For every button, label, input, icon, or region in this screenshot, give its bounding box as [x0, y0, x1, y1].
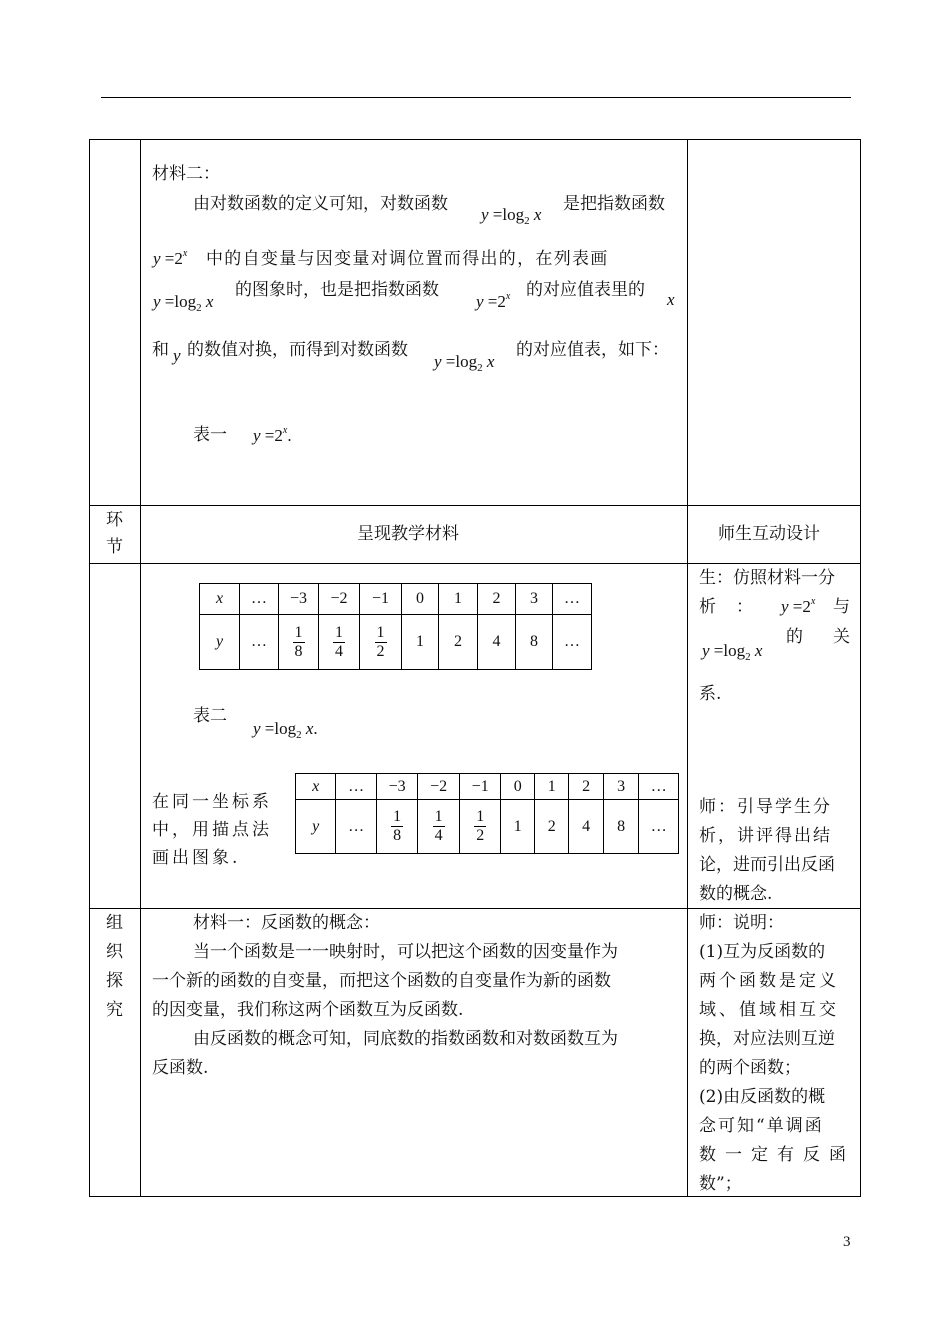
text-line: 和 — [152, 340, 169, 360]
grid-line — [89, 139, 90, 1197]
table-cell-frac — [376, 800, 418, 854]
student-note: 与 — [833, 597, 850, 617]
right-note: 换，对应法则互逆 — [699, 1029, 835, 1049]
text-line: 的数值对换，而得到对数函数 — [187, 340, 408, 360]
right-note: 的两个函数； — [699, 1058, 801, 1078]
table-cell-frac — [418, 800, 460, 854]
grid-line — [89, 139, 861, 140]
grid-line — [687, 139, 688, 1197]
right-note: (1)互为反函数的 — [699, 942, 826, 962]
table-cell: 1 — [402, 615, 439, 670]
fraction: $\frac{1}{2}$ — [376, 623, 385, 660]
teacher-note: 数的概念. — [699, 884, 773, 904]
right-note: 师：说明： — [699, 913, 784, 933]
side-text: 在同一坐标系 — [152, 792, 272, 812]
fraction: $\frac{1}{4}$ — [335, 623, 343, 660]
table-cell: −1 — [459, 774, 501, 800]
formula-log: $y =\log_2$ x — [702, 641, 763, 663]
table-cell-frac — [459, 800, 501, 854]
table-cell: … — [240, 584, 279, 615]
grid-line — [89, 908, 861, 909]
text-line: 由对数函数的定义可知，对数函数 — [193, 194, 448, 214]
table-cell-frac — [360, 615, 402, 670]
table-cell: −3 — [279, 584, 319, 615]
table-cell: x — [200, 584, 240, 615]
student-note: 系. — [699, 684, 722, 704]
table-cell: 4 — [569, 800, 603, 854]
formula-log: $y =\log_2$ x — [481, 205, 542, 227]
table-cell: −3 — [376, 774, 418, 800]
header-stage-b: 节 — [106, 537, 123, 557]
text-line: 中的自变量与因变量对调位置而得出的，在列表画 — [206, 249, 609, 269]
table-cell: −2 — [319, 584, 360, 615]
table-cell: 0 — [501, 774, 535, 800]
table2-caption: 表二 — [193, 706, 227, 726]
text-line: 的图象时，也是把指数函数 — [235, 280, 439, 300]
body-line: 材料一：反函数的概念： — [193, 913, 380, 933]
grid-line — [89, 563, 861, 564]
body-line: 当一个函数是一一映射时，可以把这个函数的因变量作为 — [193, 942, 618, 962]
student-note: 析 — [699, 597, 716, 617]
body-line: 的因变量，我们称这两个函数互为反函数. — [152, 1000, 464, 1020]
header-stage-a: 环 — [106, 510, 123, 530]
table-cell: 2 — [534, 800, 568, 854]
teacher-note: 论，进而引出反函 — [699, 855, 835, 875]
table-cell: 1 — [501, 800, 535, 854]
table-cell: x — [296, 774, 336, 800]
formula-log: $y =\log_2$ x — [153, 292, 214, 314]
grid-line — [89, 505, 861, 506]
table-cell: 3 — [516, 584, 553, 615]
table1-caption: 表一 — [193, 425, 227, 445]
table-cell: 2 — [569, 774, 603, 800]
formula-log: $y =\log_2$ x — [434, 352, 495, 374]
table-cell: … — [553, 615, 592, 670]
right-note: 两个函数是定义 — [699, 971, 839, 991]
table-cell: … — [639, 800, 679, 854]
grid-line — [89, 1196, 861, 1197]
side-text: 中，用描点法 — [152, 820, 272, 840]
body-line: 反函数. — [152, 1058, 209, 1078]
table-cell: 3 — [603, 774, 638, 800]
math-x: x — [667, 290, 675, 309]
side-text: 画出图象. — [152, 848, 241, 868]
student-note: 生：仿照材料一分 — [699, 568, 835, 588]
table-cell-frac — [319, 615, 360, 670]
table-cell: 0 — [402, 584, 439, 615]
stage-char: 探 — [106, 971, 123, 991]
formula-exp: $y =2^x$. — [253, 425, 292, 445]
fraction: $\frac{1}{2}$ — [476, 808, 485, 844]
table-row — [296, 774, 679, 800]
table-cell: y — [200, 615, 240, 670]
grid-line — [140, 139, 141, 1197]
text-line: 的对应值表，如下： — [516, 340, 669, 360]
fraction: $\frac{1}{8}$ — [393, 808, 402, 844]
header-rule — [101, 97, 851, 98]
stage-char: 究 — [106, 1000, 123, 1020]
stage-char: 织 — [106, 942, 123, 962]
fraction: $\frac{1}{8}$ — [294, 623, 303, 660]
table-cell: y — [296, 800, 336, 854]
student-note: 关 — [833, 627, 850, 647]
grid-line — [860, 139, 861, 1197]
right-note: 数一定有反函 — [699, 1145, 855, 1165]
right-note: 域、值域相互交 — [699, 1000, 839, 1020]
formula-exp: $y =2^x$ — [781, 596, 816, 616]
table-cell: … — [639, 774, 679, 800]
right-note: (2)由反函数的概 — [699, 1087, 826, 1107]
student-note: ： — [736, 597, 753, 617]
math-y: y — [173, 346, 181, 365]
formula-exp: $y =2^x$ — [476, 291, 511, 311]
table-cell: 8 — [516, 615, 553, 670]
table-row — [200, 584, 592, 615]
text-line: 是把指数函数 — [563, 194, 665, 214]
right-note: 念可知“单调函 — [699, 1116, 824, 1136]
table-cell: 2 — [439, 615, 478, 670]
table-cell: … — [553, 584, 592, 615]
student-note: 的 — [786, 627, 803, 647]
table-cell: 1 — [439, 584, 478, 615]
formula-log: $y =\log_2$ x. — [253, 719, 318, 741]
table-cell: … — [336, 774, 377, 800]
table-cell: 1 — [534, 774, 568, 800]
fraction: $\frac{1}{4}$ — [434, 808, 443, 844]
formula-exp: $y =2^x$ — [153, 248, 188, 268]
value-table-2 — [295, 773, 679, 854]
right-note: 数”； — [699, 1174, 742, 1194]
teacher-note: 析，讲评得出结 — [699, 826, 832, 846]
table-row — [296, 800, 679, 854]
table-cell: 8 — [603, 800, 638, 854]
table-cell-frac — [279, 615, 319, 670]
header-materials: 呈现教学材料 — [357, 524, 459, 544]
material-two-title: 材料二： — [152, 164, 220, 184]
table-cell: 4 — [478, 615, 516, 670]
text-line: 的对应值表里的 — [526, 280, 645, 300]
page-number: 3 — [843, 1234, 851, 1250]
table-cell: −1 — [360, 584, 402, 615]
table-cell: 2 — [478, 584, 516, 615]
table-cell: … — [336, 800, 377, 854]
value-table-1 — [199, 583, 592, 670]
body-line: 一个新的函数的自变量，而把这个函数的自变量作为新的函数 — [152, 971, 611, 991]
body-line: 由反函数的概念可知，同底数的指数函数和对数函数互为 — [193, 1029, 618, 1049]
stage-char: 组 — [106, 913, 123, 933]
header-interaction: 师生互动设计 — [718, 524, 820, 544]
teacher-note: 师：引导学生分 — [699, 797, 832, 817]
table-cell: −2 — [418, 774, 460, 800]
table-row — [200, 615, 592, 670]
table-cell: … — [240, 615, 279, 670]
